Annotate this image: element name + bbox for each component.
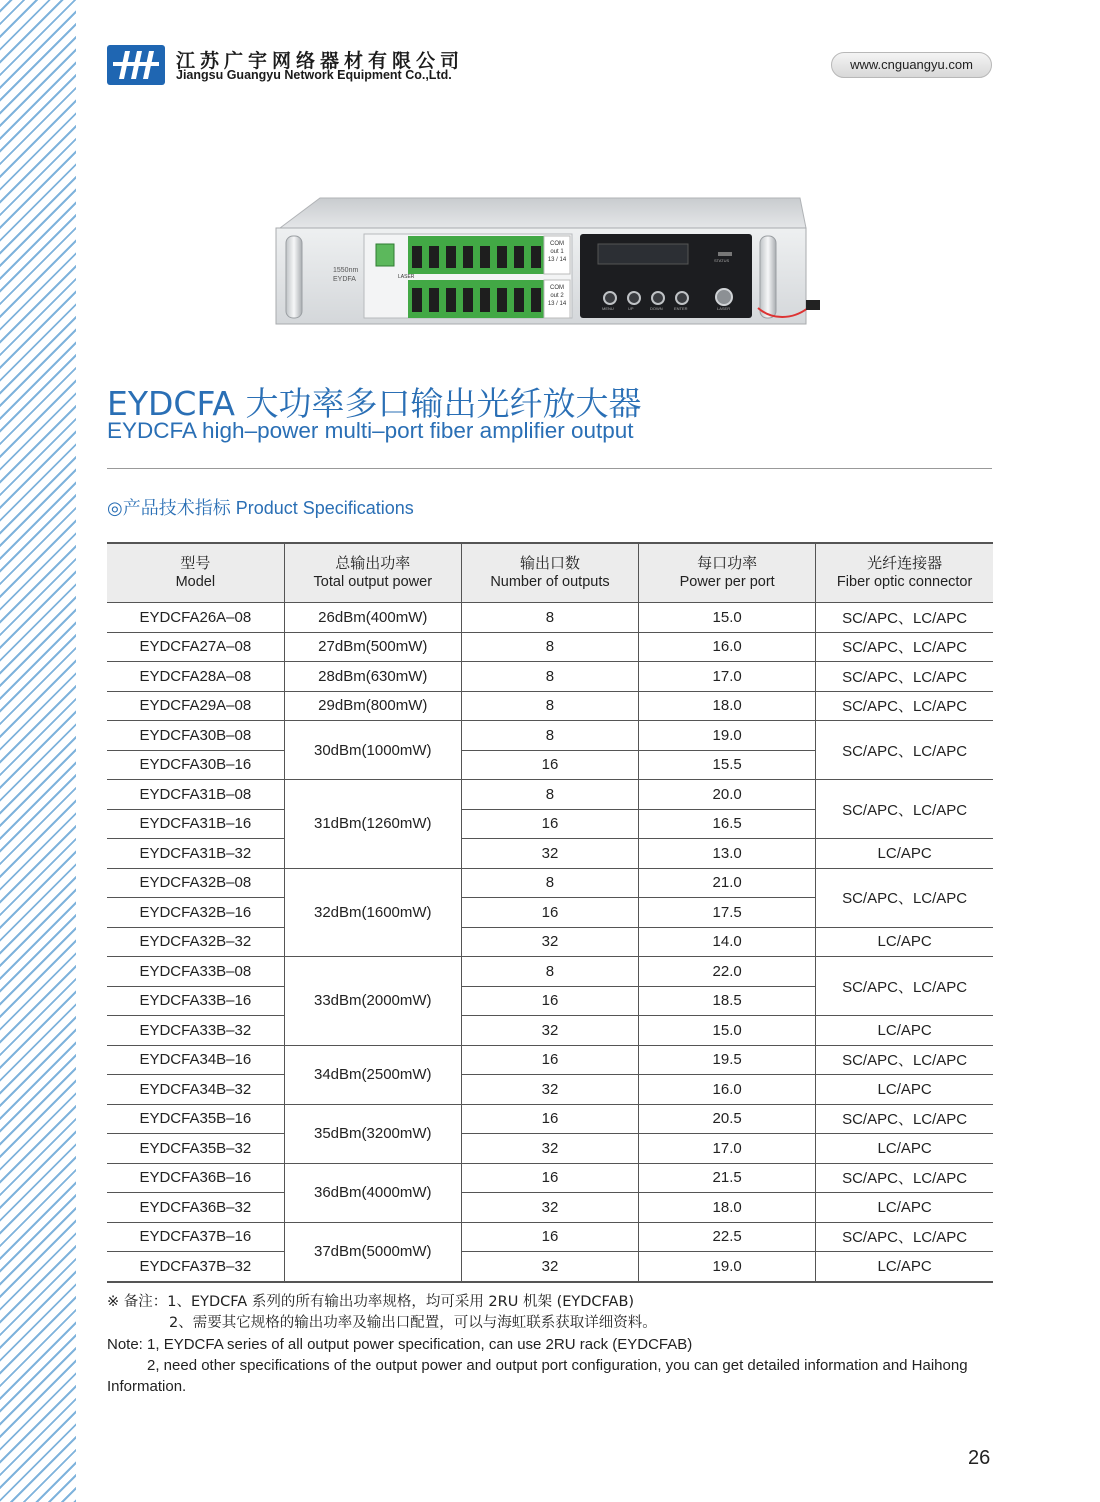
- cell-power: 34dBm(2500mW): [284, 1045, 461, 1104]
- cell-power: 28dBm(630mW): [284, 662, 461, 692]
- table-row: [107, 957, 993, 987]
- title-divider: [107, 468, 992, 469]
- company-name-cn: 江苏广宇网络器材有限公司: [176, 50, 465, 72]
- device-down-button-label: DOWN: [650, 306, 663, 311]
- table-row: [107, 632, 993, 662]
- cell-model: EYDCFA37B–32: [107, 1252, 284, 1282]
- cell-outputs: 16: [461, 1045, 638, 1075]
- cell-outputs: 8: [461, 957, 638, 987]
- amplifier-device-image: [272, 196, 832, 333]
- cell-connector: SC/APC、LC/APC: [816, 603, 993, 633]
- page-title-cn: EYDCFA 大功率多口输出光纤放大器: [107, 384, 642, 423]
- company-logo-icon: [107, 45, 165, 85]
- cell-outputs: 16: [461, 1222, 638, 1252]
- table-row: [107, 1016, 993, 1046]
- table-row: [107, 1193, 993, 1223]
- page-title-en: EYDCFA high–power multi–port fiber amplifier output: [107, 418, 634, 443]
- cell-connector: SC/APC、LC/APC: [816, 780, 993, 839]
- cell-connector: SC/APC、LC/APC: [816, 632, 993, 662]
- table-row: [107, 780, 993, 810]
- cell-model: EYDCFA29A–08: [107, 691, 284, 721]
- header-power-per-port: 每口功率 Power per port: [639, 543, 816, 603]
- cell-outputs: 8: [461, 721, 638, 751]
- cell-per-port: 20.5: [639, 1104, 816, 1134]
- device-wavelength-label: 1550nm: [333, 267, 359, 274]
- company-name-en: Jiangsu Guangyu Network Equipment Co.,Ltd.: [176, 68, 452, 82]
- cell-model: EYDCFA31B–08: [107, 780, 284, 810]
- header-total-power: 总输出功率 Total output power: [284, 543, 461, 603]
- cell-per-port: 15.0: [639, 603, 816, 633]
- cell-power: 33dBm(2000mW): [284, 957, 461, 1046]
- cell-model: EYDCFA35B–32: [107, 1134, 284, 1164]
- decorative-stripe-border: [0, 0, 76, 1502]
- device-status-label: STATUS: [714, 258, 730, 263]
- cell-power: 35dBm(3200mW): [284, 1104, 461, 1163]
- cell-outputs: 32: [461, 1252, 638, 1282]
- device-enter-button-label: ENTER: [674, 306, 688, 311]
- cell-power: 32dBm(1600mW): [284, 868, 461, 957]
- cell-model: EYDCFA32B–08: [107, 868, 284, 898]
- cell-model: EYDCFA28A–08: [107, 662, 284, 692]
- page-number: 26: [968, 1447, 991, 1469]
- table-row: [107, 839, 993, 869]
- cell-connector: LC/APC: [816, 839, 993, 869]
- cell-connector: SC/APC、LC/APC: [816, 1045, 993, 1075]
- table-row: [107, 691, 993, 721]
- cell-per-port: 17.5: [639, 898, 816, 928]
- cell-connector: SC/APC、LC/APC: [816, 1222, 993, 1252]
- cell-outputs: 32: [461, 1016, 638, 1046]
- cell-per-port: 21.5: [639, 1163, 816, 1193]
- device-laser-key-label: LASER: [717, 306, 731, 311]
- cell-model: EYDCFA27A–08: [107, 632, 284, 662]
- note-cn-2: 2、需要其它规格的输出功率及输出口配置，可以与海虹联系获取详细资料。: [169, 1315, 657, 1331]
- cell-model: EYDCFA32B–32: [107, 927, 284, 957]
- cell-outputs: 8: [461, 632, 638, 662]
- note-en-1: Note: 1, EYDCFA series of all output power specification, can use 2RU rack (EYDCFAB): [107, 1336, 693, 1353]
- cell-outputs: 8: [461, 691, 638, 721]
- cell-model: EYDCFA36B–32: [107, 1193, 284, 1223]
- cell-per-port: 19.5: [639, 1045, 816, 1075]
- cell-model: EYDCFA32B–16: [107, 898, 284, 928]
- table-row: [107, 662, 993, 692]
- cell-model: EYDCFA30B–16: [107, 750, 284, 780]
- cell-connector: SC/APC、LC/APC: [816, 1163, 993, 1193]
- cell-connector: SC/APC、LC/APC: [816, 957, 993, 1016]
- cell-per-port: 13.0: [639, 839, 816, 869]
- cell-per-port: 15.0: [639, 1016, 816, 1046]
- device-out1-range: 13 / 14: [547, 257, 567, 263]
- cell-outputs: 16: [461, 809, 638, 839]
- notes-section: [107, 1292, 997, 1397]
- cell-connector: LC/APC: [816, 927, 993, 957]
- cell-connector: LC/APC: [816, 1016, 993, 1046]
- cell-model: EYDCFA35B–16: [107, 1104, 284, 1134]
- cell-outputs: 32: [461, 1075, 638, 1105]
- cell-per-port: 17.0: [639, 1134, 816, 1164]
- cell-connector: LC/APC: [816, 1252, 993, 1282]
- cell-connector: LC/APC: [816, 1134, 993, 1164]
- cell-power: 26dBm(400mW): [284, 603, 461, 633]
- cell-connector: SC/APC、LC/APC: [816, 868, 993, 927]
- cell-per-port: 21.0: [639, 868, 816, 898]
- table-row: [107, 1163, 993, 1193]
- device-com-label-2: COM: [550, 285, 564, 291]
- website-link[interactable]: www.cnguangyu.com: [831, 52, 992, 78]
- cell-outputs: 8: [461, 603, 638, 633]
- cell-per-port: 20.0: [639, 780, 816, 810]
- table-row: [107, 721, 993, 751]
- header-outputs: 输出口数 Number of outputs: [461, 543, 638, 603]
- device-out2-label: out 2: [550, 293, 564, 299]
- cell-outputs: 16: [461, 1163, 638, 1193]
- device-out1-label: out 1: [550, 249, 564, 255]
- cell-outputs: 16: [461, 986, 638, 1016]
- spec-heading: ◎产品技术指标 Product Specifications: [107, 498, 414, 518]
- cell-connector: SC/APC、LC/APC: [816, 691, 993, 721]
- cell-connector: SC/APC、LC/APC: [816, 662, 993, 692]
- table-row: [107, 1222, 993, 1252]
- cell-outputs: 32: [461, 1134, 638, 1164]
- cell-per-port: 22.5: [639, 1222, 816, 1252]
- cell-per-port: 15.5: [639, 750, 816, 780]
- table-row: [107, 1252, 993, 1282]
- header-model: 型号 Model: [107, 543, 284, 603]
- cell-outputs: 16: [461, 1104, 638, 1134]
- cell-model: EYDCFA31B–32: [107, 839, 284, 869]
- cell-per-port: 16.5: [639, 809, 816, 839]
- cell-power: 30dBm(1000mW): [284, 721, 461, 780]
- cell-power: 31dBm(1260mW): [284, 780, 461, 869]
- spec-table: [107, 542, 993, 1283]
- device-up-button-label: UP: [628, 306, 634, 311]
- cell-per-port: 18.0: [639, 1193, 816, 1223]
- device-out2-range: 13 / 14: [547, 301, 567, 307]
- cell-connector: SC/APC、LC/APC: [816, 721, 993, 780]
- table-row: [107, 1075, 993, 1105]
- cell-model: EYDCFA31B–16: [107, 809, 284, 839]
- cell-outputs: 16: [461, 750, 638, 780]
- cell-per-port: 19.0: [639, 1252, 816, 1282]
- cell-power: 36dBm(4000mW): [284, 1163, 461, 1222]
- device-model-label: EYDFA: [333, 276, 356, 283]
- cell-per-port: 16.0: [639, 632, 816, 662]
- cell-model: EYDCFA34B–16: [107, 1045, 284, 1075]
- cell-power: 37dBm(5000mW): [284, 1222, 461, 1282]
- table-row: [107, 603, 993, 633]
- cell-model: EYDCFA33B–08: [107, 957, 284, 987]
- cell-connector: LC/APC: [816, 1075, 993, 1105]
- cell-per-port: 19.0: [639, 721, 816, 751]
- cell-model: EYDCFA26A–08: [107, 603, 284, 633]
- cell-model: EYDCFA34B–32: [107, 1075, 284, 1105]
- note-cn-1: ※ 备注：1、EYDCFA 系列的所有输出功率规格，均可采用 2RU 机架 (EYDCFAB): [107, 1294, 635, 1310]
- device-com-label-1: COM: [550, 241, 564, 247]
- cell-per-port: 18.5: [639, 986, 816, 1016]
- device-laser-switch-label: LASER: [398, 274, 415, 280]
- cell-outputs: 8: [461, 662, 638, 692]
- cell-connector: LC/APC: [816, 1193, 993, 1223]
- cell-per-port: 16.0: [639, 1075, 816, 1105]
- cell-outputs: 32: [461, 1193, 638, 1223]
- cell-connector: SC/APC、LC/APC: [816, 1104, 993, 1134]
- cell-per-port: 17.0: [639, 662, 816, 692]
- table-row: [107, 1134, 993, 1164]
- cell-model: EYDCFA33B–16: [107, 986, 284, 1016]
- cell-power: 29dBm(800mW): [284, 691, 461, 721]
- cell-per-port: 18.0: [639, 691, 816, 721]
- cell-outputs: 16: [461, 898, 638, 928]
- cell-model: EYDCFA30B–08: [107, 721, 284, 751]
- device-menu-button-label: MENU: [602, 306, 614, 311]
- cell-outputs: 8: [461, 780, 638, 810]
- cell-model: EYDCFA37B–16: [107, 1222, 284, 1252]
- cell-outputs: 32: [461, 839, 638, 869]
- note-en-2: 2, need other specifications of the output power and output port configuration, you can get detailed information and Haihong: [147, 1357, 968, 1374]
- table-row: [107, 1104, 993, 1134]
- cell-outputs: 8: [461, 868, 638, 898]
- cell-outputs: 32: [461, 927, 638, 957]
- cell-model: EYDCFA33B–32: [107, 1016, 284, 1046]
- cell-power: 27dBm(500mW): [284, 632, 461, 662]
- cell-per-port: 22.0: [639, 957, 816, 987]
- table-row: [107, 927, 993, 957]
- header-connector: 光纤连接器 Fiber optic connector: [816, 543, 993, 603]
- cell-model: EYDCFA36B–16: [107, 1163, 284, 1193]
- cell-per-port: 14.0: [639, 927, 816, 957]
- note-en-3: Information.: [107, 1378, 187, 1395]
- table-row: [107, 868, 993, 898]
- table-row: [107, 1045, 993, 1075]
- table-header-row: [107, 543, 993, 603]
